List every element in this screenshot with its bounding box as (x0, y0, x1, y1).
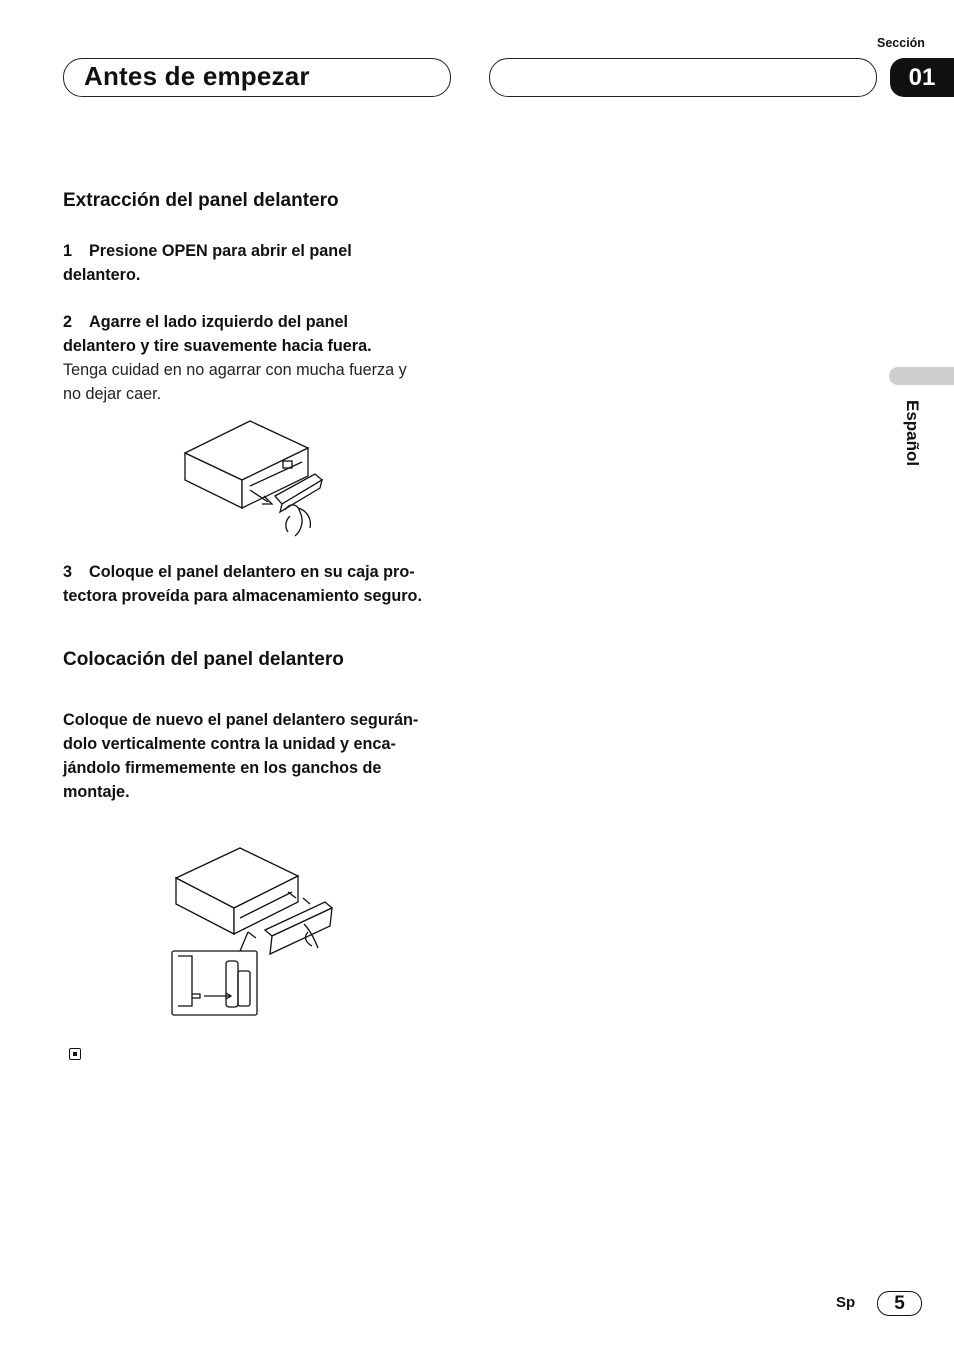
step-number: 1 (63, 242, 73, 260)
step-text-line: delantero. (63, 266, 141, 284)
removal-illustration (180, 418, 330, 542)
title-bar (63, 58, 451, 97)
page-number: 5 (877, 1291, 922, 1316)
section-label: Sección (877, 36, 925, 50)
footer-lang-code: Sp (836, 1294, 856, 1311)
removal-step-2 (63, 310, 458, 358)
attach-body (63, 708, 463, 804)
step-text-line: delantero y tire suavemente hacia fuera. (63, 337, 372, 355)
body-line: montaje. (63, 783, 130, 801)
note-line: Tenga cuidad en no agarrar con mucha fuerza y (63, 361, 407, 379)
end-of-section-icon (69, 1048, 81, 1060)
step-text-line: Agarre el lado izquierdo del panel (89, 313, 349, 331)
step-number: 3 (63, 563, 73, 581)
attach-heading: Colocación del panel delantero (63, 649, 344, 670)
body-line: jándolo firmememente en los ganchos de (63, 759, 382, 777)
body-line: Coloque de nuevo el panel delantero segurán- (63, 711, 419, 729)
page-title: Antes de empezar (84, 61, 310, 91)
body-line: dolo verticalmente contra la unidad y enca- (63, 735, 396, 753)
language-label: Español (903, 400, 922, 467)
section-number-badge: 01 (890, 58, 954, 97)
removal-heading: Extracción del panel delantero (63, 190, 339, 211)
language-tab (889, 367, 954, 385)
step-text-line: Presione OPEN para abrir el panel (89, 242, 352, 260)
step-text-line: Coloque el panel delantero en su caja pro- (89, 563, 415, 581)
header-empty-bar (489, 58, 877, 97)
removal-step-1 (63, 239, 458, 287)
step-number: 2 (63, 313, 73, 331)
removal-step-2-note (63, 358, 458, 406)
removal-step-3 (63, 560, 458, 608)
step-text-line: tectora proveída para almacenamiento seguro. (63, 587, 422, 605)
attach-illustration (170, 846, 340, 1018)
note-line: no dejar caer. (63, 385, 162, 403)
